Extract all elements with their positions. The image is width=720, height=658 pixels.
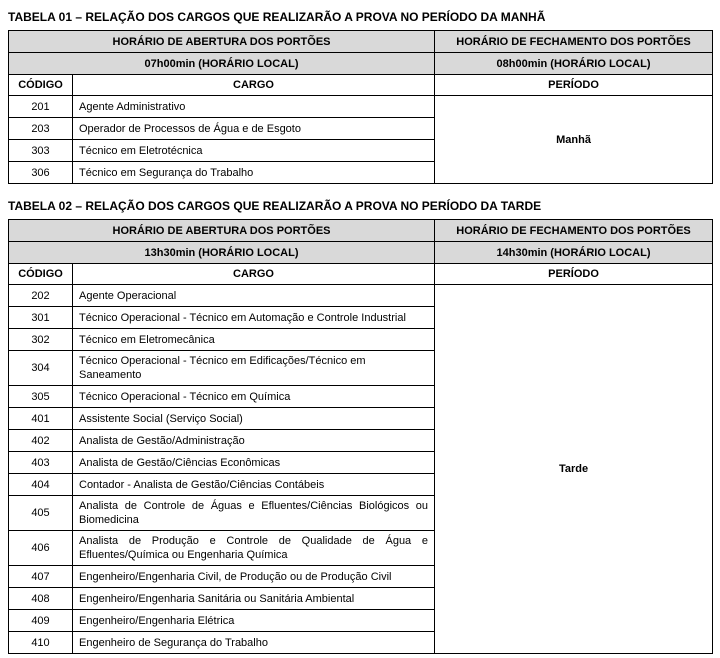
column-header-codigo: CÓDIGO <box>9 264 73 285</box>
code-cell: 406 <box>9 531 73 566</box>
table1-title: TABELA 01 – RELAÇÃO DOS CARGOS QUE REALIZARÃO A PROVA NO PERÍODO DA MANHÃ <box>8 10 546 24</box>
code-cell: 301 <box>9 307 73 329</box>
cargo-cell: Agente Operacional <box>73 285 435 307</box>
code-cell: 404 <box>9 474 73 496</box>
gates-closing-header: HORÁRIO DE FECHAMENTO DOS PORTÕES <box>435 31 713 53</box>
gates-closing-header: HORÁRIO DE FECHAMENTO DOS PORTÕES <box>435 220 713 242</box>
gates-opening-time: 07h00min (HORÁRIO LOCAL) <box>9 53 435 75</box>
cargo-cell: Assistente Social (Serviço Social) <box>73 408 435 430</box>
code-cell: 407 <box>9 566 73 588</box>
cargo-cell: Técnico em Segurança do Trabalho <box>73 162 435 184</box>
gates-closing-time: 08h00min (HORÁRIO LOCAL) <box>435 53 713 75</box>
code-cell: 402 <box>9 430 73 452</box>
code-cell: 302 <box>9 329 73 351</box>
code-cell: 304 <box>9 351 73 386</box>
gates-closing-time: 14h30min (HORÁRIO LOCAL) <box>435 242 713 264</box>
cargo-cell: Técnico em Eletromecânica <box>73 329 435 351</box>
code-cell: 410 <box>9 632 73 654</box>
periodo-cell: Tarde <box>435 285 713 654</box>
table-row <box>9 31 713 53</box>
table-row <box>9 242 713 264</box>
code-cell: 203 <box>9 118 73 140</box>
code-cell: 201 <box>9 96 73 118</box>
column-header-cargo: CARGO <box>73 264 435 285</box>
code-cell: 305 <box>9 386 73 408</box>
column-header-periodo: PERÍODO <box>435 75 713 96</box>
gates-opening-header: HORÁRIO DE ABERTURA DOS PORTÕES <box>9 31 435 53</box>
cargo-cell: Engenheiro de Segurança do Trabalho <box>73 632 435 654</box>
table2-title: TABELA 02 – RELAÇÃO DOS CARGOS QUE REALIZARÃO A PROVA NO PERÍODO DA TARDE <box>8 199 542 213</box>
cargo-cell: Agente Administrativo <box>73 96 435 118</box>
code-cell: 403 <box>9 452 73 474</box>
cargo-cell: Analista de Gestão/Administração <box>73 430 435 452</box>
table-row <box>9 264 713 285</box>
code-cell: 405 <box>9 496 73 531</box>
code-cell: 303 <box>9 140 73 162</box>
table-row <box>9 96 713 118</box>
code-cell: 408 <box>9 588 73 610</box>
cargo-cell: Engenheiro/Engenharia Civil, de Produção ou de Produção Civil <box>73 566 435 588</box>
code-cell: 401 <box>9 408 73 430</box>
cargo-cell: Técnico em Eletrotécnica <box>73 140 435 162</box>
table1-morning-schedule <box>8 30 713 184</box>
cargo-cell: Engenheiro/Engenharia Elétrica <box>73 610 435 632</box>
column-header-cargo: CARGO <box>73 75 435 96</box>
cargo-cell: Contador - Analista de Gestão/Ciências Contábeis <box>73 474 435 496</box>
gates-opening-time: 13h30min (HORÁRIO LOCAL) <box>9 242 435 264</box>
cargo-cell: Analista de Gestão/Ciências Econômicas <box>73 452 435 474</box>
cargo-cell: Técnico Operacional - Técnico em Edificações/Técnico em Saneamento <box>73 351 435 386</box>
cargo-cell: Engenheiro/Engenharia Sanitária ou Sanitária Ambiental <box>73 588 435 610</box>
column-header-periodo: PERÍODO <box>435 264 713 285</box>
cargo-cell: Técnico Operacional - Técnico em Automação e Controle Industrial <box>73 307 435 329</box>
code-cell: 306 <box>9 162 73 184</box>
gates-opening-header: HORÁRIO DE ABERTURA DOS PORTÕES <box>9 220 435 242</box>
cargo-cell: Analista de Controle de Águas e Efluentes/Ciências Biológicos ou Biomedicina <box>73 496 435 531</box>
code-cell: 409 <box>9 610 73 632</box>
table-row <box>9 53 713 75</box>
column-header-codigo: CÓDIGO <box>9 75 73 96</box>
table-row <box>9 285 713 307</box>
table-row <box>9 220 713 242</box>
table-row <box>9 75 713 96</box>
table2-afternoon-schedule <box>8 219 713 654</box>
cargo-cell: Operador de Processos de Água e de Esgoto <box>73 118 435 140</box>
cargo-cell: Analista de Produção e Controle de Qualidade de Água e Efluentes/Química ou Engenharia Química <box>73 531 435 566</box>
periodo-cell: Manhã <box>435 96 713 184</box>
code-cell: 202 <box>9 285 73 307</box>
cargo-cell: Técnico Operacional - Técnico em Química <box>73 386 435 408</box>
